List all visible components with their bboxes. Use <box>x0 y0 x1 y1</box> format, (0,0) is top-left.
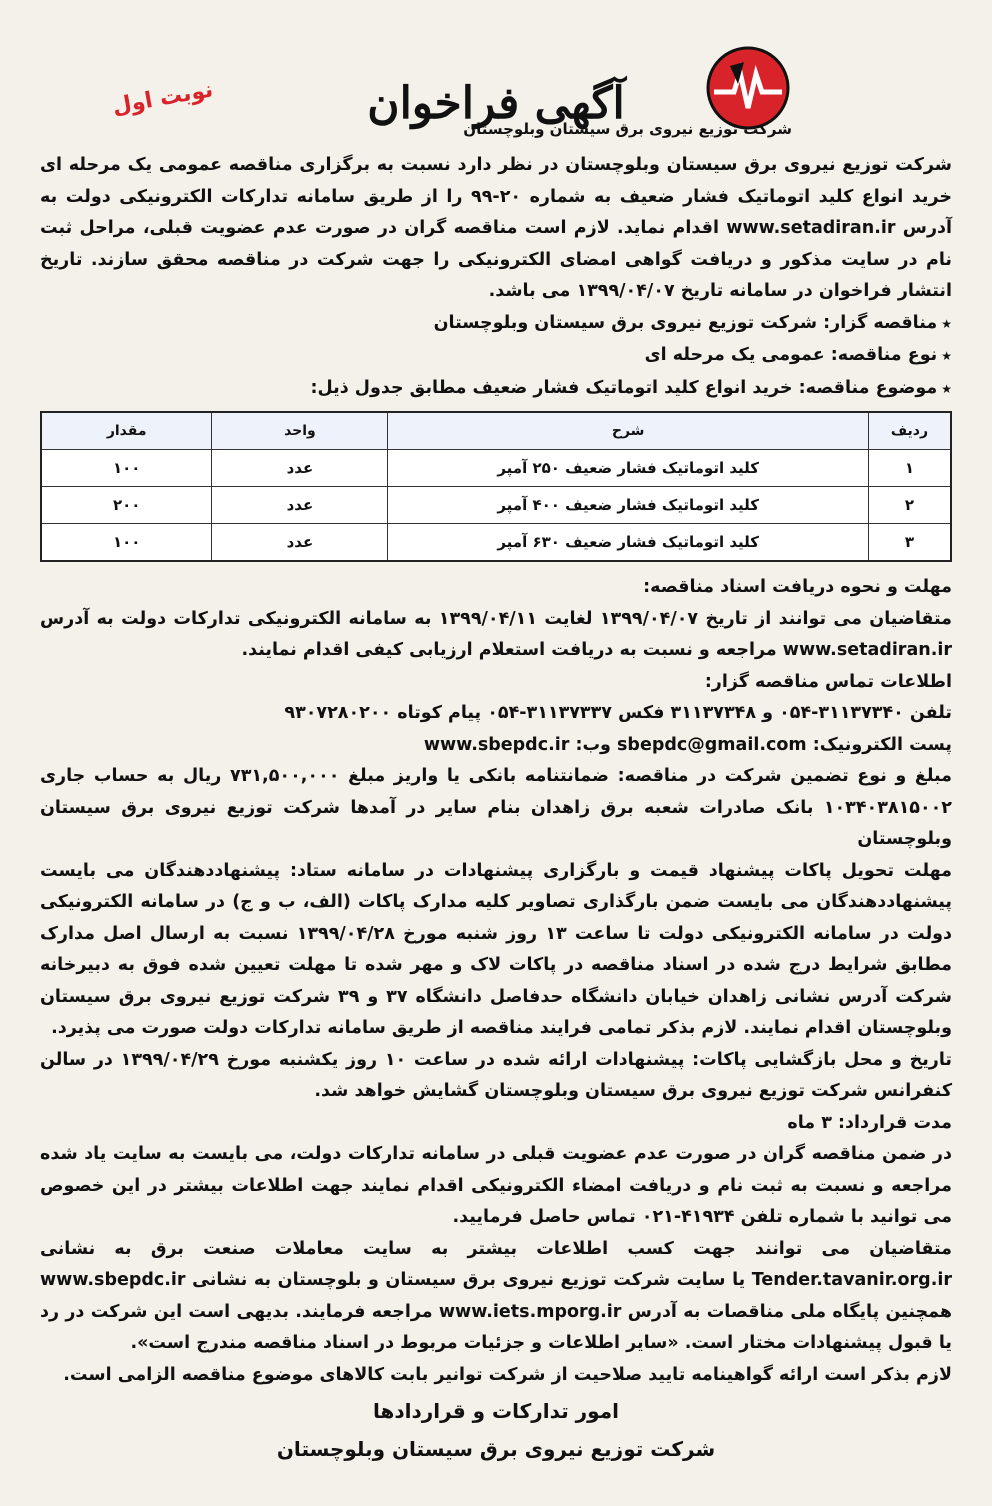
web-address: www.sbepdc.ir <box>423 734 570 755</box>
submission-paragraph: مهلت تحویل پاکات پیشنهاد قیمت و بارگزاری پیشنهادات در سامانه ستاد: پیشنهاددهندگان می بایست پیشنهاددهندگان می بایست ضمن بارگذاری تصاویر کلیه مدارک پاکات (الف، ب و ج) در سامانه الکترونیکی دولت در سامانه الکترونیکی دولت تا ساعت ۱۳ روز شنبه مورخ ۱۳۹۹/۰۴/۲۸ نسبت به ارسال اصل مدارک مطابق شرایط درج شده در اسناد مناقصه در پاکات لاک و مهر شده تا مهلت تعیین شده فوق به دبیرخانه شرکت آدرس نشانی زاهدان خیابان دانشگاه حدفاصل دانشگاه ۳۷ و ۳۹ شرکت توزیع نیروی برق سیستان وبلوچستان اقدام نمایند. لازم بذکر تمامی فرایند مناقصه از طریق سامانه تدارکات دولت صورت می پذیرد. <box>40 860 953 1038</box>
items-table <box>40 411 952 562</box>
cell-row-number: ۳ <box>868 524 951 562</box>
guarantee-paragraph: مبلغ و نوع تضمین شرکت در مناقصه: ضمانتنامه بانکی یا واریز مبلغ ۷۳۱,۵۰۰,۰۰۰ ریال به حساب جاری ۱۰۳۴۰۳۸۱۵۰۰۲ بانک صادرات شعبه برق زاهدان بنام سایر در آمدها شرکت توزیع نیروی برق سیستان وبلوچستان <box>40 766 953 849</box>
cell-quantity: ۱۰۰ <box>41 450 212 487</box>
table-row <box>41 450 951 487</box>
cell-quantity: ۱۰۰ <box>41 524 212 562</box>
header-quantity: مقدار <box>41 412 212 450</box>
more-info-paragraph: متقاضیان می توانند جهت کسب اطلاعات بیشتر به سایت معاملات صنعت برق به نشانی Tender.tavanir.org.ir یا سایت شرکت توزیع نیروی برق سیستان و بلوچستان به نشانی www.sbepdc.ir همچنین پایگاه ملی مناقصات به آدرس www.iets.mporg.ir مراجعه فرمایند. بدیهی است این شرکت در رد یا قبول پیشنهادات مختار است. «سایر اطلاعات و جزئیات مربوط در اسناد مناقصه مندرج است». <box>40 1238 952 1353</box>
company-name: شرکت توزیع نیروی برق سیستان وبلوچستان <box>463 120 792 138</box>
header-unit: واحد <box>212 412 388 450</box>
table-header-row <box>41 412 951 450</box>
web-label: وب: <box>575 734 611 755</box>
notice-header <box>40 0 952 150</box>
cell-unit: عدد <box>212 487 388 524</box>
bullet-tenderer: ★ مناقصه گزار: شرکت توزیع نیروی برق سیستان وبلوچستان <box>40 308 952 341</box>
email-label: پست الکترونیک: <box>812 734 952 755</box>
cell-unit: عدد <box>212 524 388 562</box>
registration-paragraph: در ضمن مناقصه گران در صورت عدم عضویت قبلی در سامانه تدارکات دولت، می بایست به سایت یاد شده مراجعه و نسبت به ثبت نام و دریافت امضاء الکترونیکی اقدام نمایند جهت اطلاعات بیشتر در این خصوص می توانید با شماره تلفن ۴۱۹۳۴-۰۲۱ تماس حاصل فرمایید. <box>40 1144 952 1227</box>
bullet-tender-type: ★ نوع مناقصه: عمومی یک مرحله ای <box>40 340 952 373</box>
header-description: شرح <box>388 412 868 450</box>
contract-duration: مدت قرارداد: ۳ ماه <box>787 1112 952 1133</box>
page-title: آگهی فراخوان <box>367 78 625 129</box>
cell-description: کلید اتوماتیک فشار ضعیف ۴۰۰ آمپر <box>388 487 868 524</box>
table-row <box>41 487 951 524</box>
cell-quantity: ۲۰۰ <box>41 487 212 524</box>
bullet-subject: ★ موضوع مناقصه: خرید انواع کلید اتوماتیک فشار ضعیف مطابق جدول ذیل: <box>40 373 952 406</box>
cell-unit: عدد <box>212 450 388 487</box>
cell-row-number: ۲ <box>868 487 951 524</box>
contact-phone: تلفن ۳۱۱۳۷۳۴۰-۰۵۴ و ۳۱۱۳۷۳۴۸ فکس ۳۱۱۳۷۳۳۷-۰۵۴ پیام کوتاه ۹۳۰۷۲۸۰۲۰۰ <box>284 703 952 723</box>
signature-company: شرکت توزیع نیروی برق سیستان وبلوچستان <box>276 1437 716 1461</box>
email-address: sbepdc@gmail.com <box>617 734 807 755</box>
header-row-number: ردیف <box>868 412 951 450</box>
signature-department: امور تدارکات و قراردادها <box>373 1399 619 1423</box>
intro-paragraph: شرکت توزیع نیروی برق سیستان وبلوچستان در نظر دارد نسبت به برگزاری مناقصه عمومی یک مرحله ای خرید انواع کلید اتوماتیک فشار ضعیف به شماره ۲۰-۹۹ را از طریق سامانه تدارکات الکترونیکی دولت به آدرس www.setadiran.ir اقدام نماید. لازم است مناقصه گران در صورت عدم عضویت قبلی، مراحل ثبت نام در سایت مذکور و دریافت گواهی امضای الکترونیکی را جهت شرکت در مناقصه محقق سازند. تاریخ انتشار فراخوان در سامانه تاریخ ۱۳۹۹/۰۴/۰۷ می باشد. <box>40 155 953 301</box>
table-row <box>41 524 951 562</box>
opening-paragraph: تاریخ و محل بازگشایی پاکات: پیشنهادات ارائه شده در ساعت ۱۰ روز یکشنبه مورخ ۱۳۹۹/۰۴/۲۹ در سالن کنفرانس شرکت توزیع نیروی برق سیستان وبلوچستان گشایش خواهد شد. <box>40 1049 952 1101</box>
edition-label: نوبت اول <box>110 77 215 120</box>
cell-description: کلید اتوماتیک فشار ضعیف ۶۳۰ آمپر <box>388 524 868 562</box>
contact-heading: اطلاعات تماس مناقصه گزار: <box>704 671 952 692</box>
cell-description: کلید اتوماتیک فشار ضعیف ۲۵۰ آمپر <box>388 450 868 487</box>
docs-heading: مهلت و نحوه دریافت اسناد مناقصه: <box>643 577 952 597</box>
contact-email-line <box>40 730 952 762</box>
cell-row-number: ۱ <box>868 450 951 487</box>
docs-paragraph: متقاضیان می توانند از تاریخ ۱۳۹۹/۰۴/۰۷ لغایت ۱۳۹۹/۰۴/۱۱ به سامانه الکترونیکی تدارکات دولت به آدرس www.setadiran.ir مراجعه و نسبت به دریافت استعلام ارزیابی کیفی اقدام نمایند. <box>40 608 952 660</box>
certificate-paragraph: لازم بذکر است ارائه گواهینامه تایید صلاحیت از شرکت توانیر بابت کالاهای موضوع مناقصه الزامی است. <box>63 1364 952 1385</box>
